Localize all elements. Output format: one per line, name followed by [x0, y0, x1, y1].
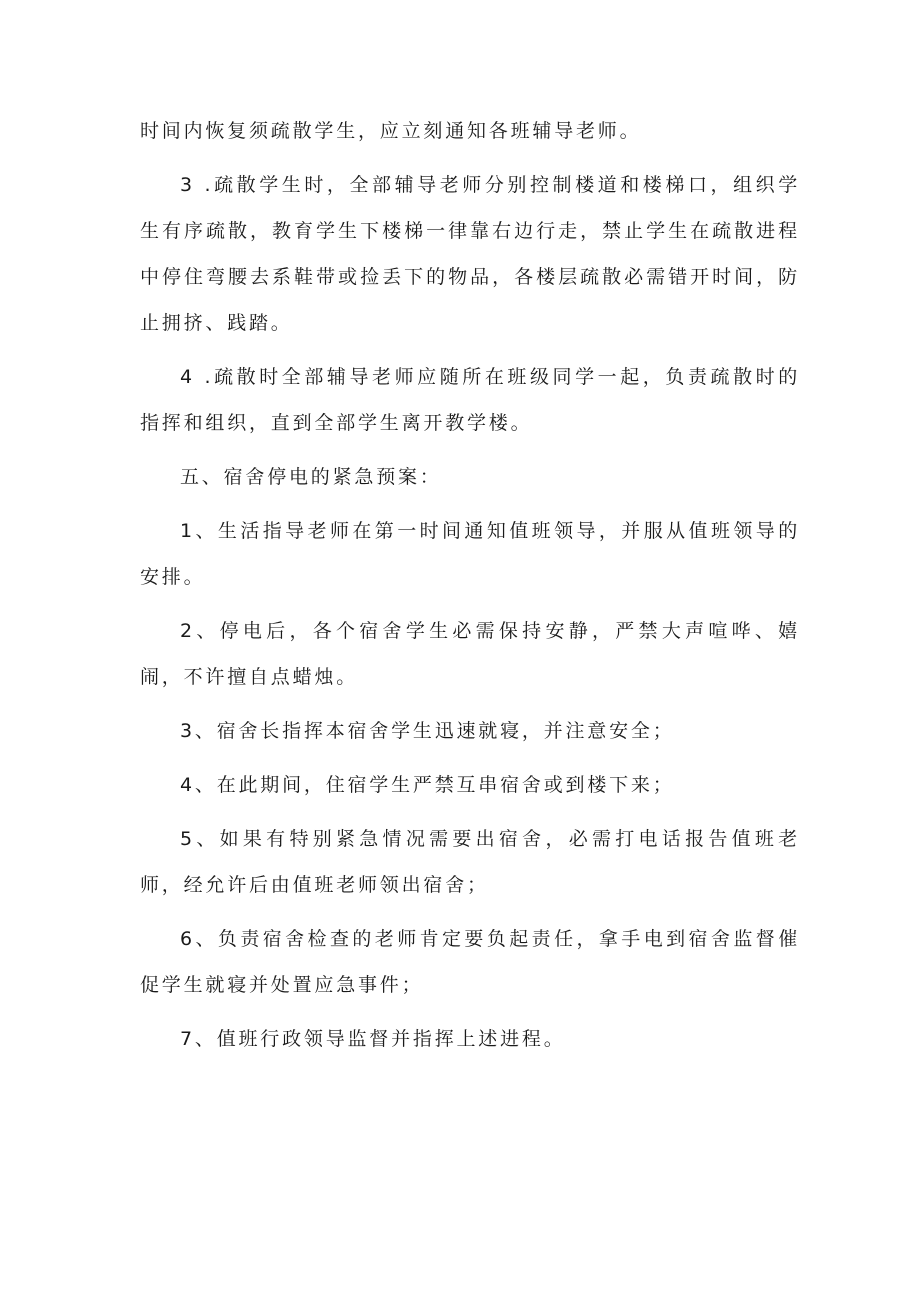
section-heading-five: 五、宿舍停电的紧急预案：	[180, 466, 442, 488]
list-item-4: 4、在此期间，住宿学生严禁互串宿舍或到楼下来；	[180, 774, 675, 796]
list-item-5: 5、如果有特别紧急情况需要出宿舍，必需打电话报告值班老师，经允许后由值班老师领出宿舍；	[140, 828, 800, 896]
list-item-1: 1、生活指导老师在第一时间通知值班领导，并服从值班领导的安排。	[140, 520, 800, 588]
document-body	[140, 108, 800, 1070]
list-item-2: 2、停电后，各个宿舍学生必需保持安静，严禁大声喧哗、嬉闹，不许擅自点蜡烛。	[140, 620, 800, 688]
paragraph-item-3: 3 .疏散学生时，全部辅导老师分别控制楼道和楼梯口，组织学生有序疏散，教育学生下楼梯一律靠右边行走，禁止学生在疏散进程中停住弯腰去系鞋带或捡丢下的物品，各楼层疏散必需错开时间，防止拥挤、践踏。	[140, 174, 800, 334]
paragraph-continuation: 时间内恢复须疏散学生，应立刻通知各班辅导老师。	[140, 120, 642, 142]
list-item-6: 6、负责宿舍检查的老师肯定要负起责任，拿手电到宿舍监督催促学生就寝并处置应急事件；	[140, 928, 800, 996]
list-item-3: 3、宿舍长指挥本宿舍学生迅速就寝，并注意安全；	[180, 720, 675, 742]
paragraph-item-4: 4 .疏散时全部辅导老师应随所在班级同学一起，负责疏散时的指挥和组织，直到全部学生离开教学楼。	[140, 366, 800, 434]
list-item-7: 7、值班行政领导监督并指挥上述进程。	[180, 1028, 566, 1050]
